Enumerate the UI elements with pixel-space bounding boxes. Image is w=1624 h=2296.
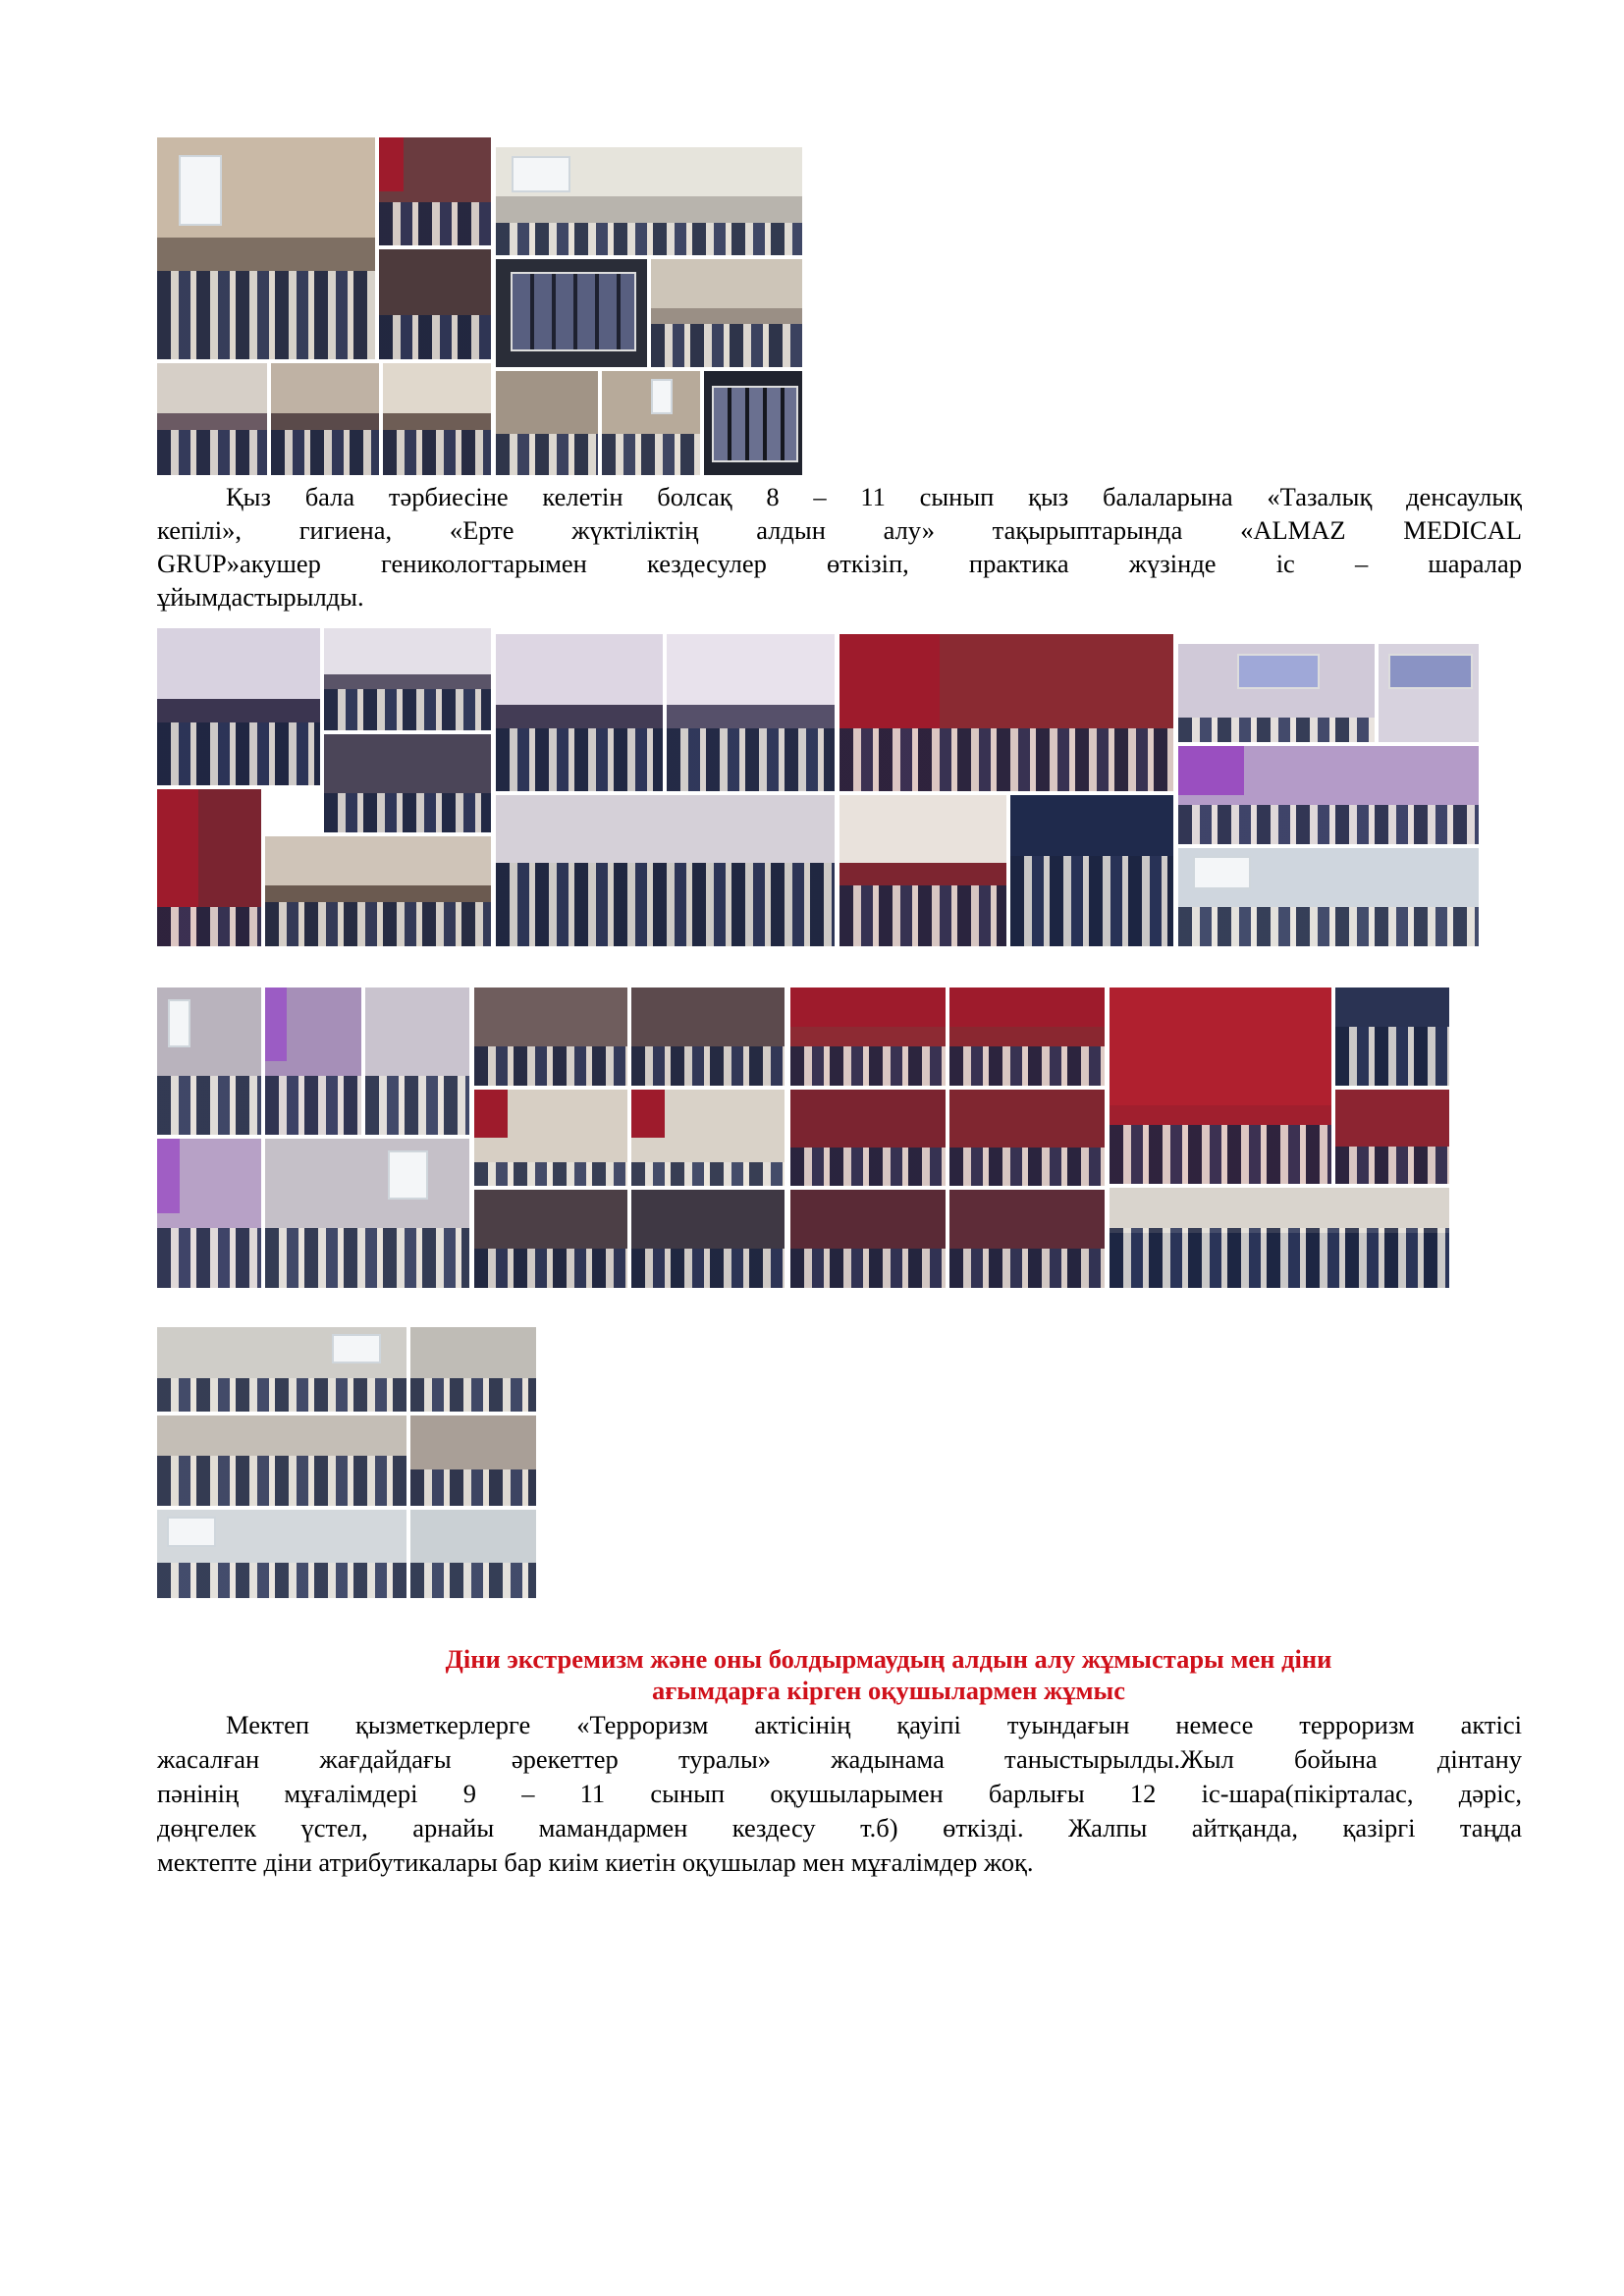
classroom-photo bbox=[379, 137, 491, 245]
seminar-photo bbox=[949, 1190, 1105, 1288]
presentation-photo bbox=[1379, 644, 1479, 742]
seminar-photo bbox=[1110, 988, 1331, 1184]
photo-collage bbox=[157, 137, 491, 475]
paragraph-line: пәнінің мұғалімдері 9 – 11 сынып оқушыларымен барлығы 12 іс-шара(пікірталас, дәріс, bbox=[157, 1779, 1522, 1808]
classroom-photo bbox=[410, 1415, 536, 1506]
seminar-photo bbox=[474, 988, 627, 1086]
video-call-photo bbox=[704, 371, 802, 475]
seminar-photo bbox=[790, 1190, 946, 1288]
classroom-photo bbox=[157, 988, 261, 1135]
photo-collage bbox=[496, 147, 802, 475]
paragraph-line: дөңгелек үстел, арнайы мамандармен кездесу т.б) өткізді. Жалпы айтқанда, қазіргі таңда bbox=[157, 1813, 1522, 1842]
paragraph-line: Қыз бала тәрбиесіне келетін болсақ 8 – 11 сынып қыз балаларына «Тазалық денсаулық bbox=[226, 482, 1522, 511]
classroom-photo bbox=[265, 1139, 469, 1288]
paragraph-line: жасалған жағдайдағы әрекеттер туралы» жадынама таныстырылды.Жыл бойына дінтану bbox=[157, 1744, 1522, 1774]
presentation-photo bbox=[1178, 644, 1375, 742]
classroom-photo bbox=[265, 988, 361, 1135]
seminar-photo bbox=[1335, 1090, 1449, 1184]
classroom-photo bbox=[157, 1139, 261, 1288]
section-heading-line: Діни экстремизм және оны болдырмаудың алдын алу жұмыстары мен діни bbox=[445, 1644, 1332, 1674]
photo-collage bbox=[1110, 988, 1449, 1288]
seminar-photo bbox=[1110, 1188, 1449, 1288]
photo-collage bbox=[157, 1327, 536, 1598]
seminar-photo bbox=[474, 1190, 627, 1288]
video-call-photo bbox=[496, 259, 647, 367]
classroom-photo bbox=[410, 1327, 536, 1412]
seminar-photo bbox=[949, 1090, 1105, 1186]
seminar-photo bbox=[1010, 795, 1173, 946]
paragraph-line: мектепте діни атрибутикалары бар киім киетін оқушылар мен мұғалімдер жоқ. bbox=[157, 1847, 1034, 1877]
classroom-photo bbox=[271, 363, 379, 475]
seminar-photo bbox=[157, 789, 261, 946]
seminar-photo bbox=[324, 734, 491, 832]
meeting-photo bbox=[602, 371, 700, 475]
seminar-photo bbox=[839, 634, 1173, 791]
seminar-photo bbox=[790, 988, 946, 1086]
classroom-photo bbox=[365, 988, 469, 1135]
seminar-photo bbox=[631, 988, 785, 1086]
meeting-photo bbox=[651, 259, 802, 367]
photo-collage bbox=[157, 628, 491, 946]
seminar-photo bbox=[265, 836, 491, 946]
seminar-photo bbox=[949, 988, 1105, 1086]
seminar-photo bbox=[839, 795, 1006, 946]
photo-collage bbox=[839, 634, 1173, 946]
classroom-photo bbox=[157, 363, 267, 475]
presentation-photo bbox=[1178, 848, 1479, 946]
photo-collage bbox=[474, 988, 785, 1288]
seminar-photo bbox=[157, 628, 320, 785]
classroom-photo bbox=[157, 1415, 406, 1506]
section-heading-line: ағымдарға кірген оқушылармен жұмыс bbox=[652, 1676, 1125, 1705]
seminar-photo bbox=[496, 634, 663, 791]
meeting-photo bbox=[496, 147, 802, 255]
classroom-photo bbox=[383, 363, 491, 475]
photo-collage bbox=[157, 988, 469, 1288]
paragraph-line: ұйымдастырылды. bbox=[157, 582, 364, 612]
paragraph-line: кепілі», гигиена, «Ерте жүктіліктің алдын алу» тақырыптарында «ALMAZ MEDICAL bbox=[157, 515, 1522, 545]
classroom-photo bbox=[157, 1327, 406, 1412]
seminar-photo bbox=[496, 795, 835, 946]
seminar-photo bbox=[324, 628, 491, 730]
photo-collage bbox=[496, 634, 835, 946]
seminar-photo bbox=[631, 1090, 785, 1186]
classroom-photo bbox=[157, 1510, 406, 1598]
seminar-photo bbox=[631, 1190, 785, 1288]
seminar-photo bbox=[474, 1090, 627, 1186]
presentation-photo bbox=[1178, 746, 1479, 844]
paragraph-line: GRUP»акушер геникологтарымен кездесулер өткізіп, практика жүзінде іс – шаралар bbox=[157, 549, 1522, 578]
classroom-photo bbox=[410, 1510, 536, 1598]
classroom-photo bbox=[157, 137, 375, 359]
photo-collage bbox=[1178, 644, 1479, 946]
paragraph-line: Мектеп қызметкерлерге «Терроризм актісінің қауіпі туындағын немесе терроризм актісі bbox=[226, 1710, 1522, 1739]
seminar-photo bbox=[1335, 988, 1449, 1086]
classroom-photo bbox=[379, 249, 491, 359]
photo-collage bbox=[790, 988, 1105, 1288]
seminar-photo bbox=[790, 1090, 946, 1186]
meeting-photo bbox=[496, 371, 598, 475]
seminar-photo bbox=[667, 634, 835, 791]
